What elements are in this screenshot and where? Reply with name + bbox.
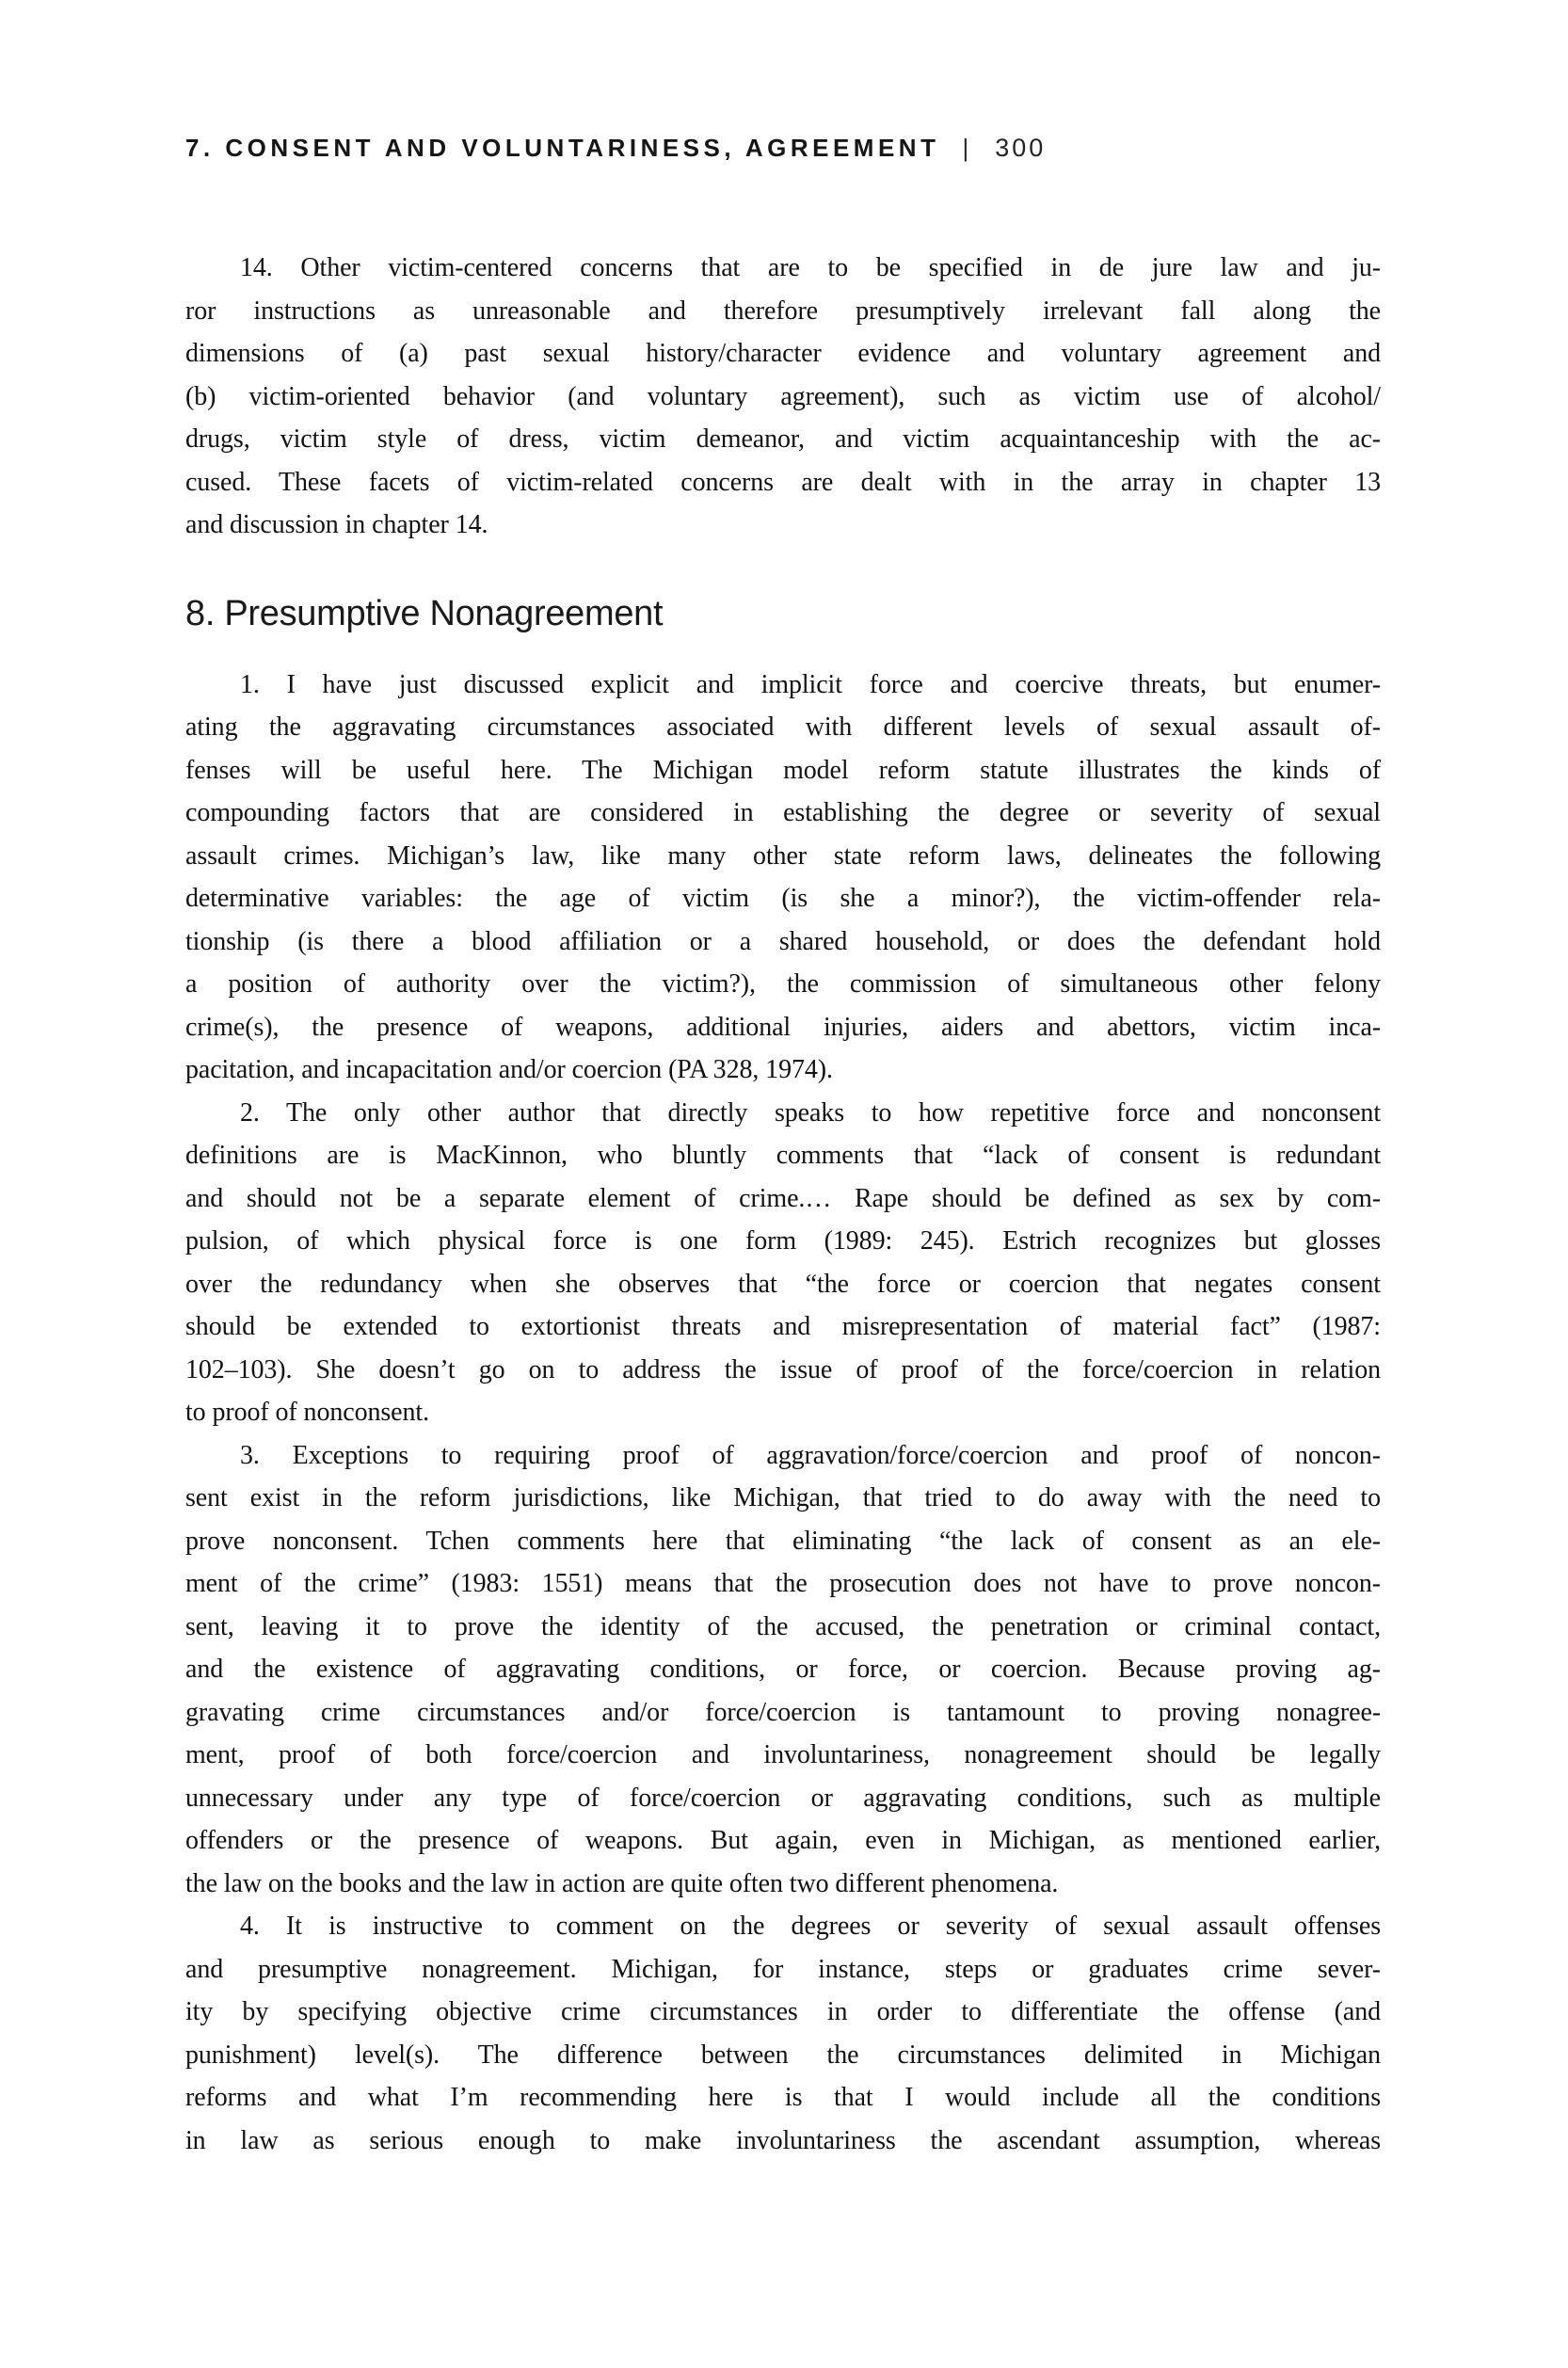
text-line: sent exist in the reform jurisdictions, like Michigan, that tried to do away with the need to [185, 1483, 1381, 1512]
text-line: reforms and what I’m recommending here is that I would include all the conditions [185, 2083, 1381, 2112]
text-line: punishment) level(s). The difference between the circumstances delimited in Michigan [185, 2040, 1381, 2070]
text-line: ity by specifying objective crime circumstances in order to differentiate the offense (and [185, 1997, 1381, 2026]
text-line: pulsion, of which physical force is one form (1989: 245). Estrich recognizes but glosses [185, 1226, 1381, 1256]
text-line: ment of the crime” (1983: 1551) means that the prosecution does not have to prove noncon- [185, 1569, 1381, 1598]
section-heading: 8. Presumptive Nonagreement [185, 593, 664, 633]
paragraph-1 [185, 664, 1381, 1092]
text-line: 14. Other victim-centered concerns that are to be specified in de jure law and ju- [240, 253, 1381, 282]
text-line: in law as serious enough to make involuntariness the ascendant assumption, whereas [185, 2125, 1381, 2155]
paragraph-2 [185, 1092, 1381, 1434]
text-line: assault crimes. Michigan’s law, like many other state reform laws, delineates the following [185, 840, 1381, 871]
text-line: cused. These facets of victim-related concerns are dealt with in the array in chapter 13 [185, 467, 1381, 497]
text-line: 102–103). She doesn’t go on to address the issue of proof of the force/coercion in relation [185, 1354, 1381, 1384]
text-line: definitions are is MacKinnon, who bluntly comments that “lack of consent is redundant [185, 1141, 1381, 1170]
text-line: a position of authority over the victim?), the commission of simultaneous other felony [185, 969, 1381, 999]
text-line: unnecessary under any type of force/coercion or aggravating conditions, such as multiple [185, 1783, 1381, 1813]
text-line: ating the aggravating circumstances associated with different levels of sexual assault of- [185, 712, 1381, 742]
text-line: crime(s), the presence of weapons, additional injuries, aiders and abettors, victim inca- [185, 1012, 1381, 1042]
text-line: gravating crime circumstances and/or force/coercion is tantamount to proving nonagree- [185, 1697, 1381, 1727]
text-line: pacitation, and incapacitation and/or coercion (PA 328, 1974). [185, 1055, 833, 1084]
chapter-title: 7. CONSENT AND VOLUNTARINESS, AGREEMENT [185, 134, 940, 162]
text-line: fenses will be useful here. The Michigan model reform statute illustrates the kinds of [185, 755, 1381, 785]
text-line: dimensions of (a) past sexual history/character evidence and voluntary agreement and [185, 339, 1381, 368]
text-line: compounding factors that are considered in establishing the degree or severity of sexual [185, 798, 1381, 827]
text-line: to proof of nonconsent. [185, 1398, 429, 1427]
text-line: offenders or the presence of weapons. But again, even in Michigan, as mentioned earlier, [185, 1826, 1381, 1855]
paragraph-14 [185, 247, 1381, 547]
text-line: and the existence of aggravating conditions, or force, or coercion. Because proving ag- [185, 1655, 1381, 1684]
text-line: ment, proof of both force/coercion and involuntariness, nonagreement should be legally [185, 1740, 1381, 1769]
header-separator: | [962, 134, 969, 162]
running-header [185, 134, 1046, 163]
text-column [185, 247, 1381, 2162]
paragraph-3 [185, 1434, 1381, 1906]
text-line: 3. Exceptions to requiring proof of aggravation/force/coercion and proof of noncon- [240, 1440, 1381, 1470]
text-line: and discussion in chapter 14. [185, 510, 488, 539]
text-line: (b) victim-oriented behavior (and voluntary agreement), such as victim use of alcohol/ [185, 381, 1381, 411]
text-line: prove nonconsent. Tchen comments here that eliminating “the lack of consent as an ele- [185, 1526, 1381, 1556]
text-line: 4. It is instructive to comment on the degrees or severity of sexual assault offenses [240, 1912, 1381, 1941]
text-line: tionship (is there a blood affiliation or a shared household, or does the defendant hold [185, 926, 1381, 956]
text-line: determinative variables: the age of victim (is she a minor?), the victim-offender rela- [185, 884, 1381, 913]
text-line: over the redundancy when she observes that “the force or coercion that negates consent [185, 1269, 1381, 1299]
text-line: drugs, victim style of dress, victim demeanor, and victim acquaintanceship with the ac- [185, 424, 1381, 454]
text-line: 1. I have just discussed explicit and implicit force and coercive threats, but enumer- [240, 669, 1381, 699]
paragraph-4 [185, 1905, 1381, 2162]
text-line: the law on the books and the law in action are quite often two different phenomena. [185, 1868, 1059, 1898]
text-line: should be extended to extortionist threats and misrepresentation of material fact” (1987: [185, 1312, 1381, 1341]
text-line: ror instructions as unreasonable and therefore presumptively irrelevant fall along the [185, 296, 1381, 326]
text-line: and presumptive nonagreement. Michigan, for instance, steps or graduates crime sever- [185, 1954, 1381, 1984]
text-line: and should not be a separate element of crime.… Rape should be defined as sex by com- [185, 1183, 1381, 1213]
text-line: 2. The only other author that directly speaks to how repetitive force and nonconsent [240, 1097, 1381, 1128]
text-line: sent, leaving it to prove the identity of the accused, the penetration or criminal contact, [185, 1611, 1381, 1641]
page-number: 300 [995, 134, 1047, 162]
